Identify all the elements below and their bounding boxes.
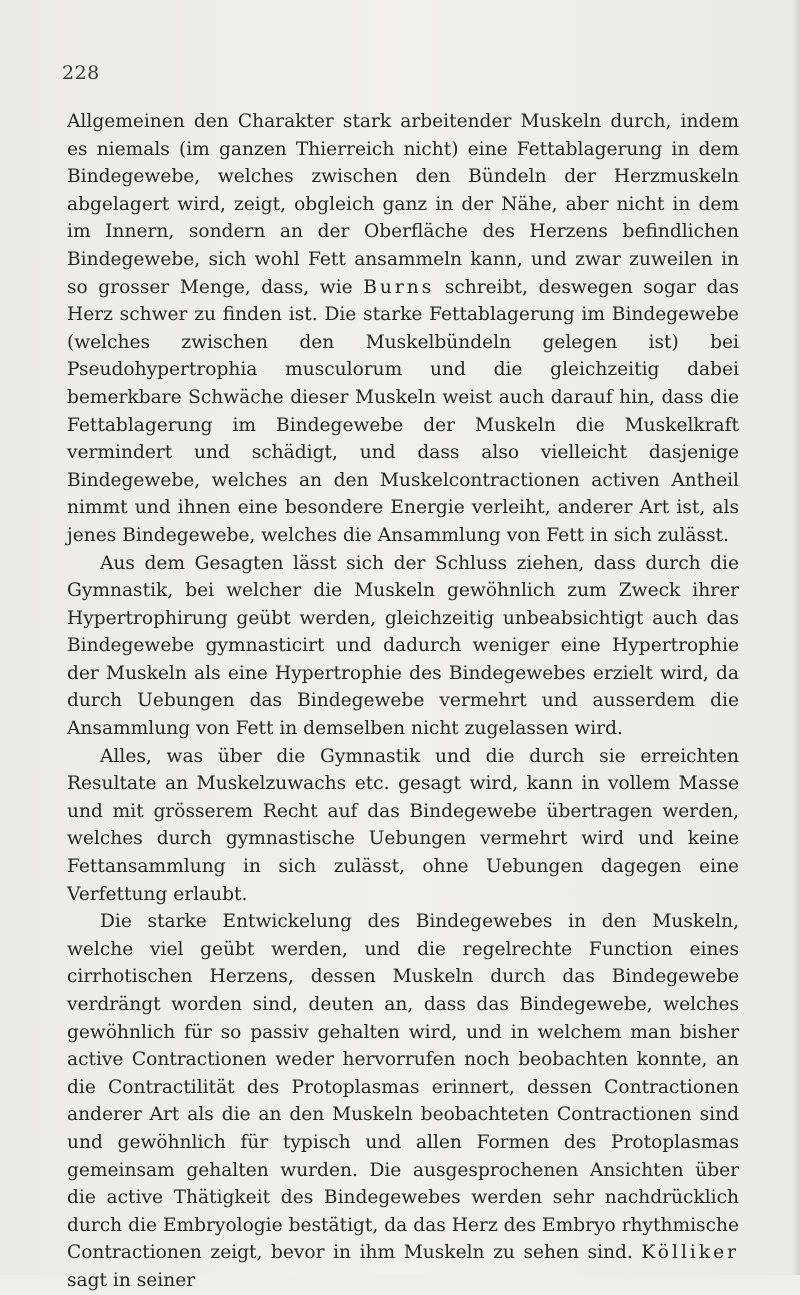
- paragraph-2-text: Aus dem Gesagten lässt sich der Schluss ziehen, dass durch die Gymnastik, bei welcher die Muskeln gewöhnlich zum Zweck ihrer Hypertrophirung geübt werden, gleichzeitig unbeabsichtigt auch das Bindegewebe gymnasticirt und dadurch weniger eine Hypertrophie der Muskeln als eine Hypertrophie des Bindegewebes erzielt wird, da durch Uebungen das Bindegewebe vermehrt und ausserdem die Ansammlung von Fett in demselben nicht zugelassen wird.: [67, 552, 739, 740]
- paragraph-3-text: Alles, was über die Gymnastik und die durch sie erreichten Resultate an Muskelzuwachs etc. gesagt wird, kann in vollem Masse und mit grösserem Recht auf das Bindegewebe übertragen werden, welches durch gymnastische Uebungen vermehrt wird und keine Fettansammlung in sich zulässt, ohne Uebungen dagegen eine Verfettung erlaubt.: [67, 745, 739, 905]
- page-edge-shadow: [792, 0, 800, 1275]
- paragraph-4-text-a: Die starke Entwickelung des Bindegewebes in den Muskeln, welche viel geübt werden, und die regelrechte Function eines cirrhotischen Herzens, dessen Muskeln durch das Bindegewebe verdrängt worden sind, deuten an, dass das Bindegewebe, welches gewöhnlich für so passiv gehalten wird, und in welchem man bisher active Contractionen weder hervorrufen noch beobachten konnte, an die Contractilität des Protoplasmas erinnert, dessen Contractionen anderer Art als die an den Muskeln beobachteten Contractionen sind und gewöhnlich für typisch und allen Formen des Protoplasmas gemeinsam gehalten wurden. Die ausgesprochenen Ansichten über die active Thätigkeit des Bindegewebes werden sehr nachdrücklich durch die Embryologie bestätigt, da das Herz des Embryo rhythmische Contractionen zeigt, bevor in ihm Muskeln zu sehen sind.: [67, 911, 739, 1264]
- paragraph-4-text-b: sagt in seiner: [67, 1269, 196, 1291]
- paragraph-2: [67, 550, 739, 743]
- paragraph-1: [67, 108, 739, 550]
- paragraph-3: [67, 743, 739, 909]
- page-number: 228: [62, 62, 100, 84]
- author-name-burns: Burns: [363, 276, 435, 298]
- paragraph-1-text-b: schreibt, deswegen sogar das Herz schwer zu finden ist. Die starke Fettablagerung im Bindegewebe (welches zwischen den Muskelbündeln gelegen ist) bei Pseudohypertrophia musculorum und die gleichzeitig dabei bemerkbare Schwäche dieser Muskeln weist auch darauf hin, dass die Fettablagerung im Bindegewebe der Muskeln die Muskelkraft vermindert und schädigt, und dass also vielleicht dasjenige Bindegewebe, welches an den Muskelcontractionen activen Antheil nimmt und ihnen eine besondere Energie verleiht, anderer Art ist, als jenes Bindegewebe, welches die Ansammlung von Fett in sich zulässt.: [67, 276, 740, 546]
- author-name-koelliker: Kölliker: [641, 1242, 739, 1264]
- paragraph-4: [67, 908, 739, 1294]
- body-text: [67, 108, 739, 1295]
- paragraph-1-text-a: Allgemeinen den Charakter stark arbeitender Muskeln durch, indem es niemals (im ganzen Thierreich nicht) eine Fettablagerung in dem Bindegewebe, welches zwischen den Bündeln der Herzmuskeln abgelagert wird, zeigt, obgleich ganz in der Nähe, aber nicht in dem im Innern, sondern an der Oberfläche des Herzens befindlichen Bindegewebe, sich wohl Fett ansammeln kann, und zwar zuweilen in so grosser Menge, dass, wie: [67, 111, 739, 298]
